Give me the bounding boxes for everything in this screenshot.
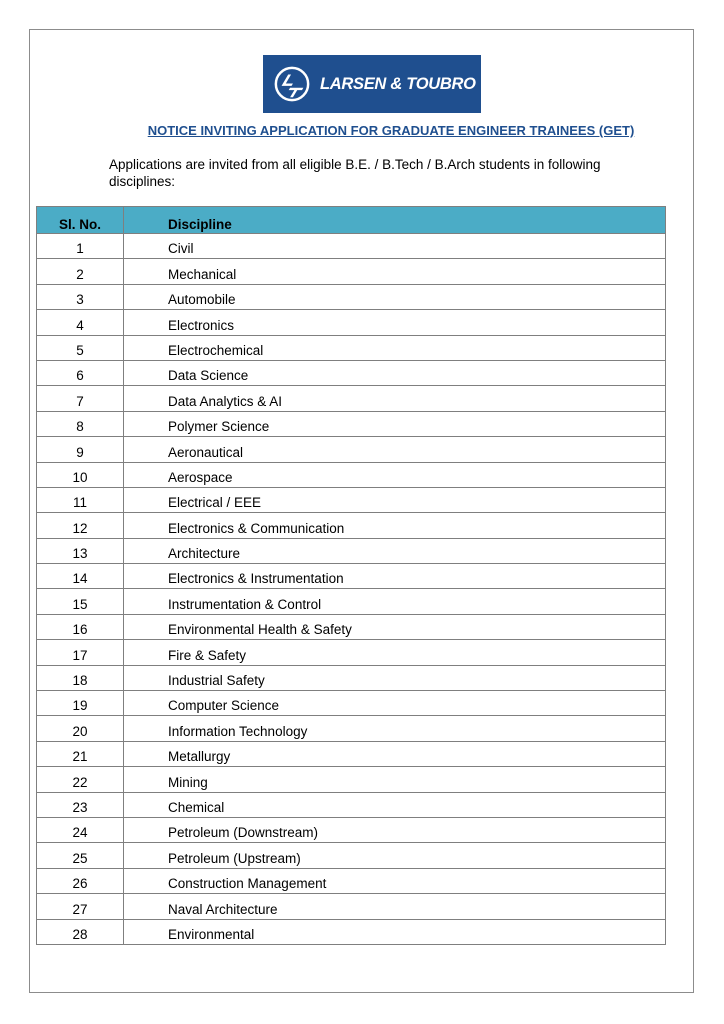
table-row <box>37 487 666 512</box>
row-sl-no: 9 <box>37 437 124 462</box>
row-discipline: Construction Management <box>124 868 666 893</box>
row-discipline: Environmental <box>124 919 666 944</box>
row-discipline: Electronics & Instrumentation <box>124 564 666 589</box>
table-row <box>37 335 666 360</box>
row-sl-no: 7 <box>37 386 124 411</box>
row-discipline: Civil <box>124 234 666 259</box>
row-sl-no: 10 <box>37 462 124 487</box>
row-sl-no: 18 <box>37 665 124 690</box>
row-sl-no: 24 <box>37 817 124 842</box>
header-sl-no: Sl. No. <box>37 207 124 234</box>
table-row <box>37 234 666 259</box>
row-discipline: Petroleum (Downstream) <box>124 817 666 842</box>
row-sl-no: 6 <box>37 360 124 385</box>
table-row <box>37 513 666 538</box>
row-discipline: Data Science <box>124 360 666 385</box>
row-discipline: Mining <box>124 767 666 792</box>
row-sl-no: 3 <box>37 284 124 309</box>
row-discipline: Automobile <box>124 284 666 309</box>
row-discipline: Metallurgy <box>124 741 666 766</box>
table-row <box>37 614 666 639</box>
row-sl-no: 27 <box>37 894 124 919</box>
table-row <box>37 741 666 766</box>
row-discipline: Information Technology <box>124 716 666 741</box>
row-sl-no: 25 <box>37 843 124 868</box>
row-discipline: Data Analytics & AI <box>124 386 666 411</box>
table-row <box>37 767 666 792</box>
table-row <box>37 437 666 462</box>
row-discipline: Electronics & Communication <box>124 513 666 538</box>
row-sl-no: 2 <box>37 259 124 284</box>
row-sl-no: 17 <box>37 640 124 665</box>
table-row <box>37 462 666 487</box>
table-row <box>37 310 666 335</box>
table-row <box>37 411 666 436</box>
row-sl-no: 11 <box>37 487 124 512</box>
row-discipline: Environmental Health & Safety <box>124 614 666 639</box>
table-row <box>37 868 666 893</box>
row-sl-no: 4 <box>37 310 124 335</box>
row-sl-no: 21 <box>37 741 124 766</box>
row-sl-no: 26 <box>37 868 124 893</box>
discipline-table <box>36 206 666 945</box>
table-row <box>37 817 666 842</box>
row-sl-no: 12 <box>37 513 124 538</box>
intro-text: Applications are invited from all eligible B.E. / B.Tech / B.Arch students in following disciplines: <box>109 157 601 189</box>
row-discipline: Aeronautical <box>124 437 666 462</box>
table-row <box>37 538 666 563</box>
row-sl-no: 16 <box>37 614 124 639</box>
table-row <box>37 259 666 284</box>
row-sl-no: 22 <box>37 767 124 792</box>
lt-logo-icon <box>273 65 311 103</box>
row-discipline: Aerospace <box>124 462 666 487</box>
table-body <box>37 234 666 945</box>
table-row <box>37 792 666 817</box>
row-discipline: Naval Architecture <box>124 894 666 919</box>
row-discipline: Architecture <box>124 538 666 563</box>
row-discipline: Electrical / EEE <box>124 487 666 512</box>
table-row <box>37 691 666 716</box>
row-discipline: Chemical <box>124 792 666 817</box>
header-discipline: Discipline <box>124 207 666 234</box>
row-sl-no: 8 <box>37 411 124 436</box>
row-sl-no: 5 <box>37 335 124 360</box>
row-discipline: Electronics <box>124 310 666 335</box>
row-sl-no: 28 <box>37 919 124 944</box>
logo-text: LARSEN & TOUBRO <box>320 74 476 93</box>
row-discipline: Computer Science <box>124 691 666 716</box>
table-row <box>37 360 666 385</box>
table-row <box>37 386 666 411</box>
row-discipline: Instrumentation & Control <box>124 589 666 614</box>
row-sl-no: 19 <box>37 691 124 716</box>
table-row <box>37 284 666 309</box>
row-discipline: Mechanical <box>124 259 666 284</box>
row-sl-no: 13 <box>37 538 124 563</box>
row-sl-no: 14 <box>37 564 124 589</box>
row-discipline: Petroleum (Upstream) <box>124 843 666 868</box>
row-sl-no: 20 <box>37 716 124 741</box>
table-row <box>37 589 666 614</box>
table-header-row <box>37 207 666 234</box>
row-discipline: Electrochemical <box>124 335 666 360</box>
row-sl-no: 15 <box>37 589 124 614</box>
table-row <box>37 564 666 589</box>
table-row <box>37 665 666 690</box>
row-sl-no: 1 <box>37 234 124 259</box>
table-row <box>37 919 666 944</box>
row-discipline: Industrial Safety <box>124 665 666 690</box>
notice-title: NOTICE INVITING APPLICATION FOR GRADUATE ENGINEER TRAINEES (GET) <box>147 123 635 138</box>
table-row <box>37 843 666 868</box>
row-discipline: Polymer Science <box>124 411 666 436</box>
table-row <box>37 716 666 741</box>
company-logo <box>263 55 481 113</box>
table-row <box>37 894 666 919</box>
row-discipline: Fire & Safety <box>124 640 666 665</box>
table-row <box>37 640 666 665</box>
row-sl-no: 23 <box>37 792 124 817</box>
